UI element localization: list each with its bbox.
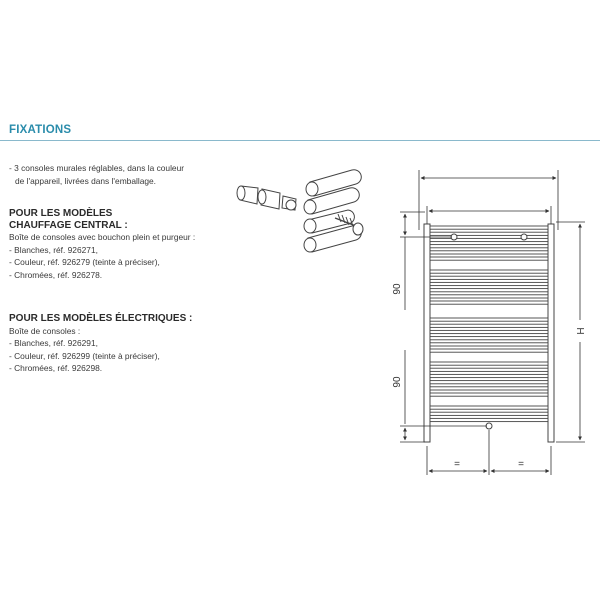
list-item: - Couleur, réf. 926299 (teinte à préciser), [9,350,160,361]
radiator-bar [430,406,548,409]
list-item: - Chromées, réf. 926278. [9,269,103,280]
radiator-bar [430,270,548,273]
radiator-bar [430,251,548,254]
radiator-bar [430,276,548,279]
dim-90-bottom-label: 90 [392,376,403,388]
dim-eq-left-label: = [454,459,460,470]
radiator-bars [430,226,548,422]
intro-line-1: - 3 consoles murales réglables, dans la couleur [9,163,185,173]
radiator-bar [430,381,548,384]
central-heading-line-1: POUR LES MODÈLES [9,208,113,219]
central-subtitle: Boîte de consoles avec bouchon plein et purgeur : [9,232,196,242]
radiator-bar [430,324,548,327]
radiator-bar [430,245,548,248]
console-cap-parts [237,186,296,210]
radiator-bar [430,238,548,241]
list-item: - Blanches, réf. 926291, [9,338,98,349]
dim-90-top-label: 90 [392,283,403,295]
radiator-bar [430,374,548,377]
mount-point-top-right [521,234,527,240]
radiator-bar [430,330,548,333]
radiator-bar [430,226,548,229]
radiator-bar [430,232,548,235]
radiator-bar [430,387,548,390]
radiator-bar [430,257,548,260]
electric-subtitle: Boîte de consoles : [9,325,81,336]
console-fixing-illustration [237,170,363,252]
radiator-bar [430,289,548,292]
radiator-bar [430,368,548,371]
section-title: FIXATIONS [9,124,72,136]
radiator-bar [430,393,548,396]
list-item: - Couleur, réf. 926279 (teinte à préciser), [9,257,160,268]
radiator-bar [430,343,548,346]
radiator-bar [430,318,548,321]
radiator-bar [430,337,548,340]
dim-eq-right-label: = [518,459,524,470]
central-heading-line-2: CHAUFFAGE CENTRAL : [9,219,128,231]
radiator-bar [430,362,548,365]
list-item: - Blanches, réf. 926271, [9,244,98,255]
radiator-bar [430,301,548,304]
dim-h-label: H [576,327,587,335]
radiator-diagram [424,224,554,442]
radiator-bar [430,282,548,285]
radiator-bar [430,418,548,421]
intro-line-2: de l'appareil, livrées dans l'emballage. [15,175,157,186]
radiator-bar [430,349,548,352]
electric-heading: POUR LES MODÈLES ÉLECTRIQUES : [9,313,193,324]
list-item: - Chromées, réf. 926298. [9,363,103,374]
radiator-bar [430,412,548,415]
radiator-bar [430,295,548,298]
